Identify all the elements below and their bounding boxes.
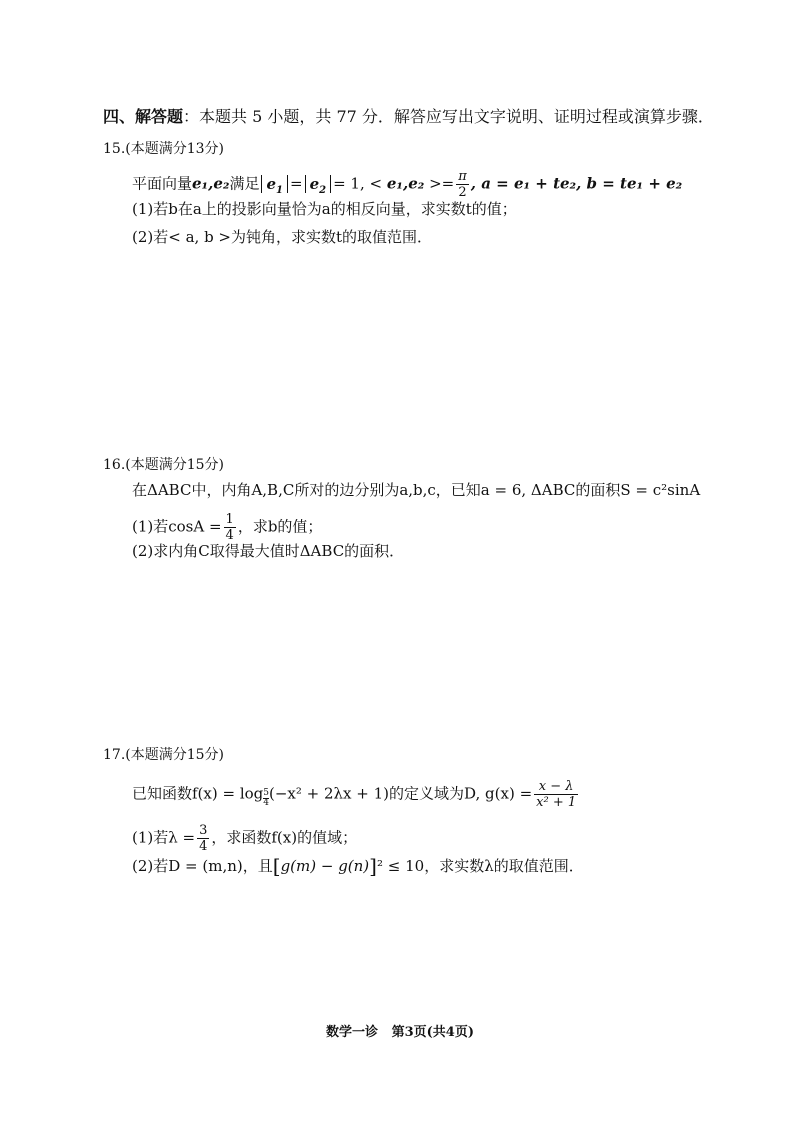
q16-frac-num: 1	[225, 512, 234, 527]
q15-frac-den: 2	[456, 184, 469, 200]
page-footer	[0, 1023, 800, 1043]
q17-part1-suffix: ，求函数f(x)的值域；	[211, 828, 358, 847]
q17-stem-mid: (−x² + 2λx + 1)的定义域为D, g(x) =	[269, 784, 533, 803]
section-heading-label: 四、解答题	[103, 107, 184, 126]
q15-part2: (2)若< a, b >为钝角，求实数t的取值范围．	[132, 228, 433, 246]
q16-stem: 在ΔABC中，内角A,B,C所对的边分别为a,b,c，已知a = 6, ΔABC的面积S = c²sinA	[132, 481, 701, 499]
q15-stem-mid: 满足	[229, 174, 260, 193]
q17-heading: 17.(本题满分15分)	[103, 747, 225, 763]
q17-g-den: x² + 1	[536, 795, 577, 810]
q16-part1	[132, 512, 322, 543]
q15-stem: 平面向量e₁,e₂满足 $e_1 = e_2 = 1$, < e₁,e₂ >= $\frac{\pi}{2}$ , a = e₁ + te₂, b = te₁ + e₂	[132, 169, 683, 200]
q17-part2-suffix: ² ≤ 10，求实数λ的取值范围．	[376, 857, 584, 875]
q17-log-base-den: 4	[263, 797, 269, 808]
q15-stem-eq2: >=	[424, 174, 455, 193]
q17-part2	[132, 856, 584, 876]
q17-stem	[132, 779, 580, 810]
q17-g-num: x − λ	[538, 779, 574, 794]
q15-stem-vectors: e₁,e₂	[192, 174, 230, 193]
footer-subject: 数学一诊	[326, 1025, 379, 1040]
section-heading-text: ：本题共 5 小题，共 77 分．解答应写出文字说明、证明过程或演算步骤．	[183, 107, 714, 126]
q16-part1-prefix: (1)若cosA =	[132, 517, 222, 536]
q17-part1-prefix: (1)若λ =	[132, 828, 196, 847]
q15-stem-eq1: = 1, <	[333, 174, 387, 193]
footer-page-number: 第3页(共4页)	[391, 1025, 474, 1040]
q17-left-bracket: [	[272, 854, 281, 878]
q17-g-fraction	[534, 779, 578, 810]
q15-angle-vars: e₁,e₂	[386, 174, 425, 193]
q15-fraction-pi-over-2	[456, 169, 469, 200]
q17-frac-num: 3	[199, 823, 208, 838]
section-heading	[103, 107, 714, 127]
q17-frac-den: 4	[199, 839, 208, 854]
q17-part2-prefix: (2)若D = (m,n)，且	[132, 857, 273, 875]
q17-part1	[132, 823, 357, 854]
q17-fraction-three-quarters	[197, 823, 209, 854]
q16-heading: 16.(本题满分15分)	[103, 457, 225, 473]
q15-abs-e2: $e_2$	[305, 175, 332, 193]
q15-stem-prefix: 平面向量	[132, 174, 193, 193]
q17-right-bracket: ]	[369, 854, 377, 878]
q17-part2-expr: g(m) − g(n)	[280, 857, 370, 875]
q16-fraction-one-quarter	[224, 512, 236, 543]
q15-part1: (1)若b在a上的投影向量恰为a的相反向量，求实数t的值；	[132, 200, 517, 218]
q15-stem-tail: , a = e₁ + te₂, b = te₁ + e₂	[470, 174, 683, 193]
q16-part2: (2)求内角C取得最大值时ΔABC的面积．	[132, 542, 405, 560]
q17-stem-prefix: 已知函数f(x) = log	[132, 784, 264, 803]
q16-part1-suffix: ，求b的值；	[237, 517, 323, 536]
q15-abs-e1: $e_1$	[261, 175, 288, 193]
q17-log-base-num: 5	[263, 787, 269, 798]
q16-frac-den: 4	[225, 528, 234, 543]
q15-heading: 15.(本题满分13分)	[103, 141, 225, 157]
q15-frac-num: π	[458, 169, 467, 184]
